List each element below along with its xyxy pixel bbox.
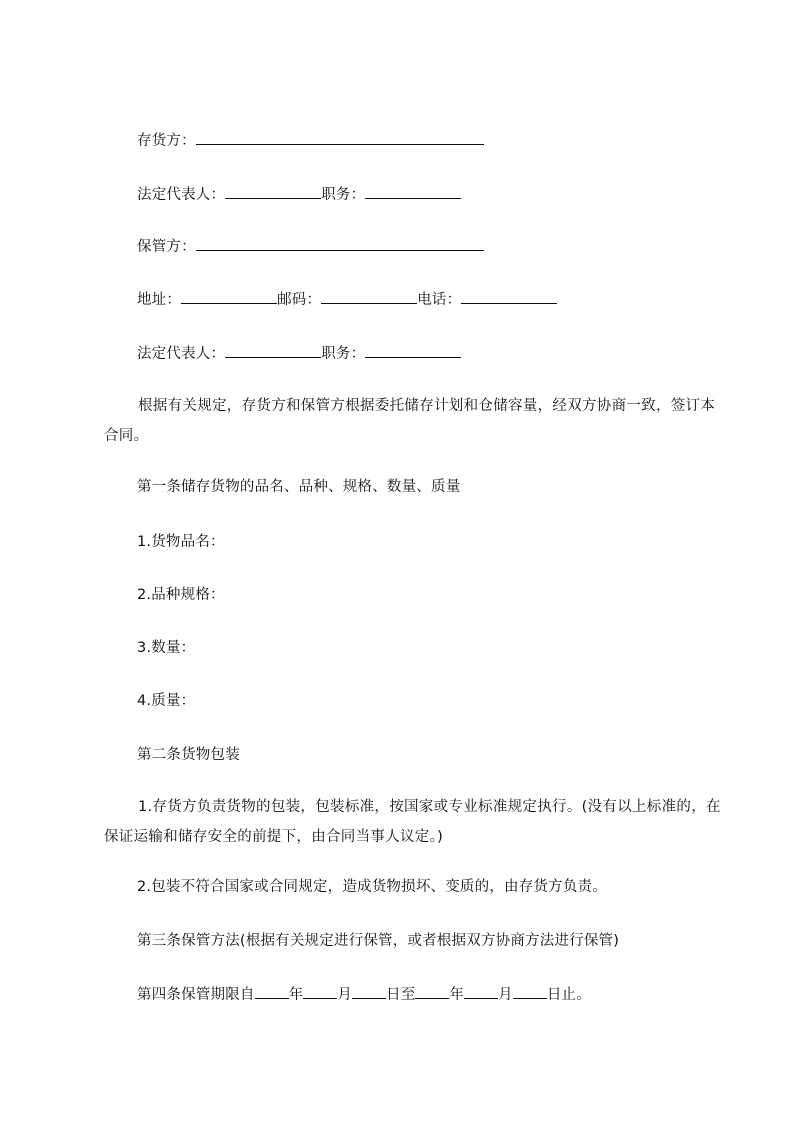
address-blank	[181, 286, 277, 304]
start-month-label: 月	[337, 987, 353, 1003]
start-year-blank	[255, 981, 289, 999]
article2-item1: 1.存货方负责货物的包装，包装标准，按国家或专业标准规定执行。(没有以上标准的，在保证运输和储存安全的前提下，由合同当事人议定。)	[104, 799, 721, 845]
end-year-label: 年	[449, 987, 465, 1003]
rep1-line	[137, 180, 461, 210]
postcode-label: 邮码：	[277, 292, 322, 308]
article3-heading: 第三条保管方法(根据有关规定进行保管，或者根据双方协商方法进行保管)	[137, 933, 620, 949]
rep2-name-blank	[225, 340, 321, 358]
depositor-blank	[196, 127, 484, 145]
contact-line	[137, 285, 557, 315]
rep2-title-label: 职务：	[321, 346, 366, 362]
rep1-name-blank	[225, 181, 321, 199]
start-year-label: 年	[288, 987, 304, 1003]
custodian-label: 保管方：	[137, 239, 196, 255]
custodian-blank	[196, 233, 484, 251]
end-day-blank	[513, 981, 547, 999]
rep2-line	[137, 339, 461, 369]
preamble-paragraph: 根据有关规定，存货方和保管方根据委托储存计划和仓储容量，经双方协商一致，签订本合同。	[104, 398, 716, 444]
start-day-blank	[352, 981, 386, 999]
article1-item3: 3.数量：	[137, 640, 196, 656]
depositor-line	[137, 126, 484, 156]
start-month-blank	[303, 981, 337, 999]
phone-blank	[461, 286, 557, 304]
rep2-label: 法定代表人：	[137, 346, 226, 362]
address-label: 地址：	[137, 292, 182, 308]
rep1-label: 法定代表人：	[137, 187, 226, 203]
phone-label: 电话：	[417, 292, 462, 308]
article1-item4: 4.质量：	[137, 693, 196, 709]
article1-heading: 第一条储存货物的品名、品种、规格、数量、质量	[137, 479, 461, 495]
article1-item1: 1.货物品名：	[137, 534, 225, 550]
article4-line	[137, 980, 591, 1010]
end-year-blank	[415, 981, 449, 999]
start-day-label: 日至	[386, 987, 416, 1003]
end-day-label: 日止。	[546, 987, 591, 1003]
article1-item2: 2.品种规格：	[137, 587, 225, 603]
rep1-title-blank	[365, 181, 461, 199]
end-month-blank	[464, 981, 498, 999]
article2-heading: 第二条货物包装	[137, 747, 240, 763]
postcode-blank	[321, 286, 417, 304]
article2-item2: 2.包装不符合国家或合同规定，造成货物损坏、变质的，由存货方负责。	[137, 879, 607, 895]
end-month-label: 月	[498, 987, 513, 1003]
rep1-title-label: 职务：	[321, 187, 366, 203]
article4-prefix: 第四条保管期限自	[137, 987, 255, 1003]
depositor-label: 存货方：	[137, 133, 196, 149]
rep2-title-blank	[365, 340, 461, 358]
custodian-line	[137, 232, 484, 262]
